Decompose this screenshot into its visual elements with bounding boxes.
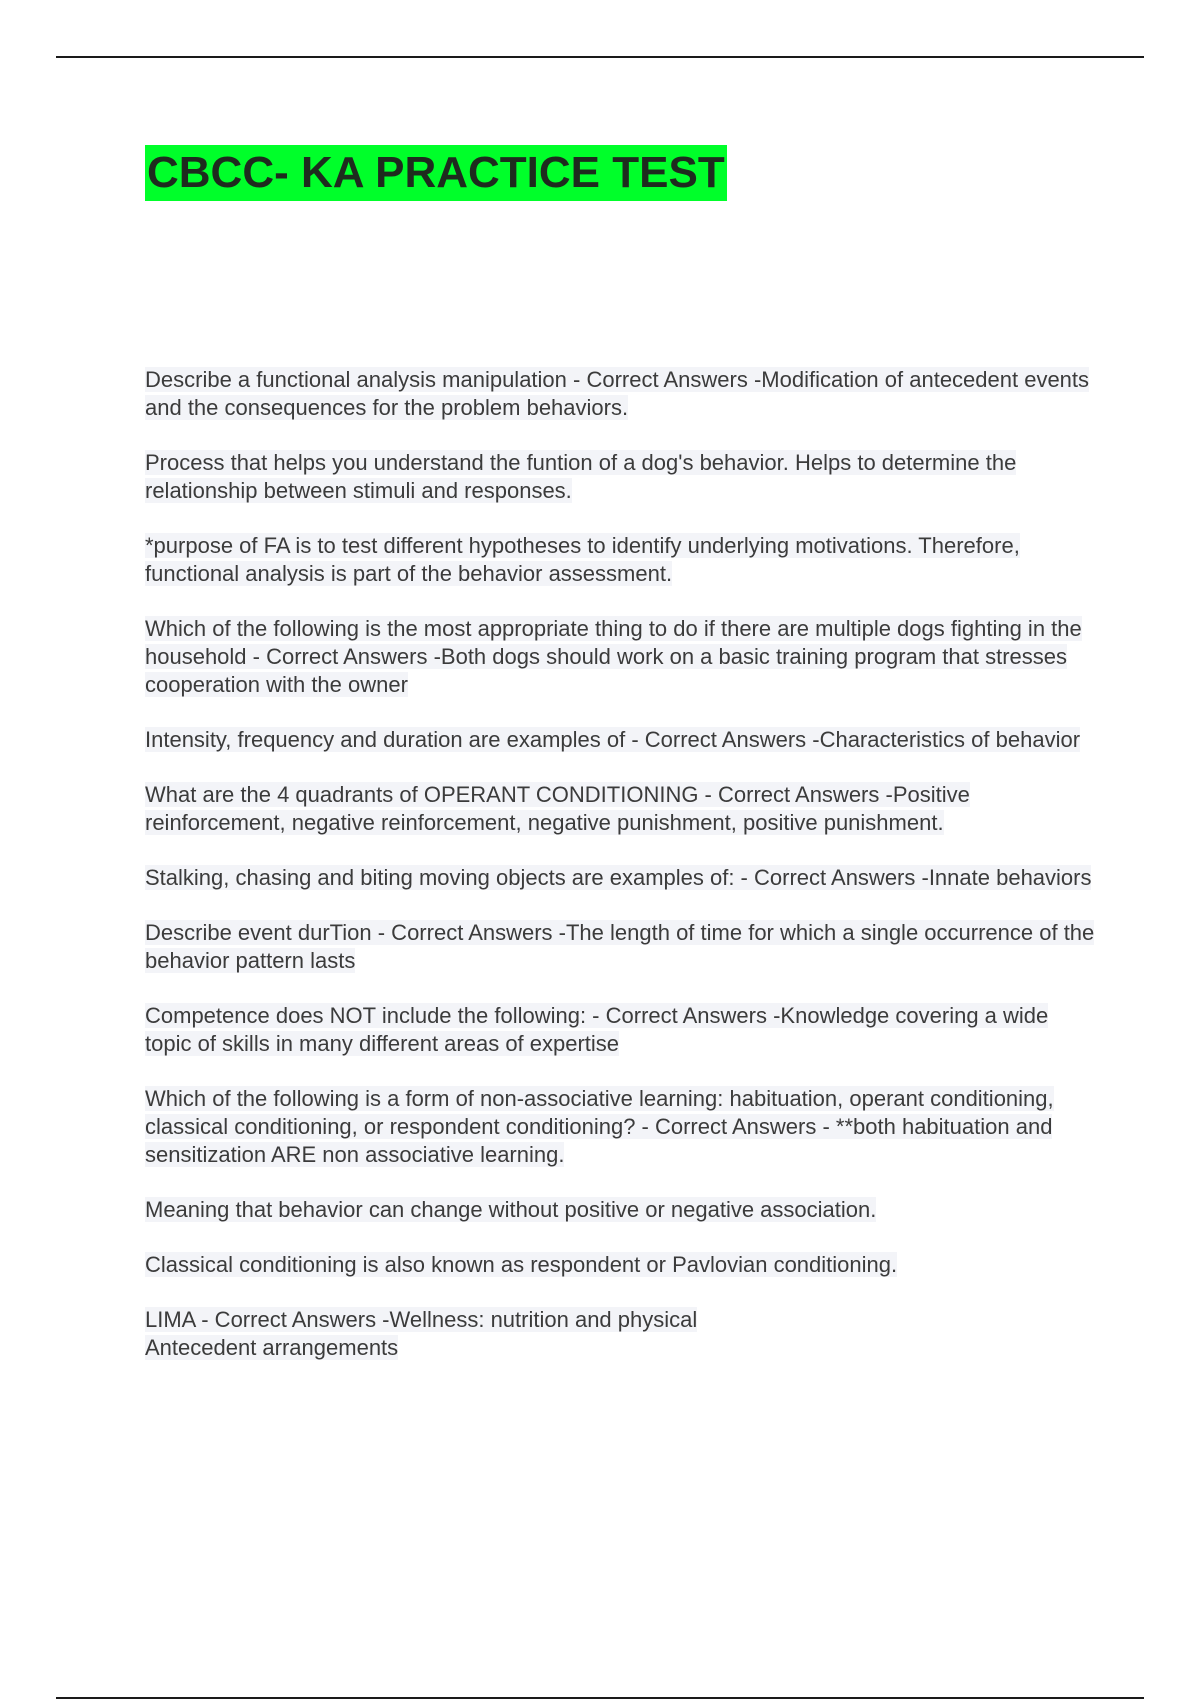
paragraph-11: Meaning that behavior can change without positive or negative association. [145,1197,877,1222]
lima-line-1: LIMA - Correct Answers -Wellness: nutrition and physical [145,1307,698,1332]
paragraph-10: Which of the following is a form of non-associative learning: habituation, operant conditioning, classical conditioning, or respondent conditioning? - Correct Answers - **both habituation and sensitization ARE non associative learning. [145,1086,1054,1167]
paragraph-9: Competence does NOT include the following: - Correct Answers -Knowledge covering a wide topic of skills in many different areas of expertise [145,1003,1049,1056]
paragraph-13 [145,1306,1095,1362]
paragraph-6: What are the 4 quadrants of OPERANT CONDITIONING - Correct Answers -Positive reinforcement, negative reinforcement, negative punishment, positive punishment. [145,782,970,835]
bottom-divider [56,1697,1144,1699]
top-divider [56,56,1144,58]
document-body [145,366,1095,1389]
document-title: CBCC- KA PRACTICE TEST [145,145,727,201]
paragraph-1: Describe a functional analysis manipulation - Correct Answers -Modification of antecedent events and the consequences for the problem behaviors. [145,367,1090,420]
paragraph-4: Which of the following is the most appropriate thing to do if there are multiple dogs fighting in the household - Correct Answers -Both dogs should work on a basic training program that stresses cooperation with the owner [145,616,1082,697]
paragraph-2: Process that helps you understand the funtion of a dog's behavior. Helps to determine the relationship between stimuli and responses. [145,450,1017,503]
lima-line-2: Antecedent arrangements [145,1335,399,1360]
title-block [145,145,727,201]
paragraph-7: Stalking, chasing and biting moving objects are examples of: - Correct Answers -Innate behaviors [145,865,1092,890]
paragraph-5: Intensity, frequency and duration are examples of - Correct Answers -Characteristics of behavior [145,727,1081,752]
paragraph-12: Classical conditioning is also known as respondent or Pavlovian conditioning. [145,1252,898,1277]
paragraph-3: *purpose of FA is to test different hypotheses to identify underlying motivations. Therefore, functional analysis is part of the behavior assessment. [145,533,1020,586]
paragraph-8: Describe event durTion - Correct Answers -The length of time for which a single occurrence of the behavior pattern lasts [145,920,1095,973]
